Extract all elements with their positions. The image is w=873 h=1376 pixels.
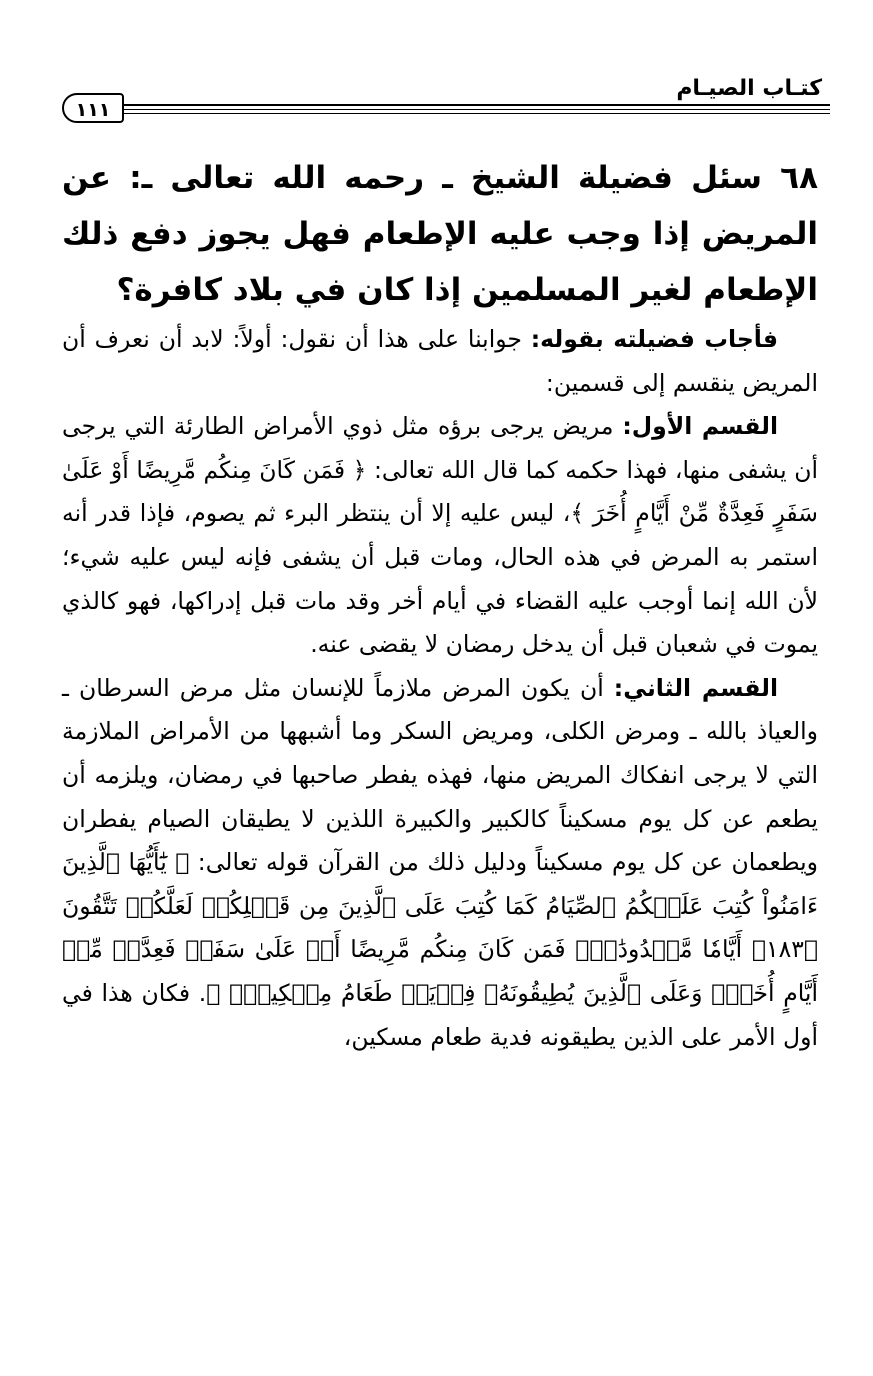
section-one-text-continued: ، ليس عليه إلا أن ينتظر البرء ثم يصوم، فإذا قدر أنه استمر به المرض في هذه الحال، ومات قبل أن يشفى فإنه ليس عليه شيء؛ لأن الله إنما أوجب عليه القضاء في أيام أخر وقد مات قبل إدراكها، فهو كالذي يموت في شعبان قبل أن يدخل رمضان لا يقضى عنه. xyxy=(62,499,818,659)
page-body xyxy=(62,150,818,1059)
page-header xyxy=(62,72,830,128)
page-number: ١١١ xyxy=(62,93,124,123)
section-one-paragraph xyxy=(62,405,818,667)
section-two-text-continued: . فكان هذا في أول الأمر على الذين يطيقونه فدية طعام مسكين، xyxy=(62,978,818,1051)
question-heading: ٦٨ سئل فضيلة الشيخ ـ رحمه الله تعالى ـ: عن المريض إذا وجب عليه الإطعام فهل يجوز دفع ذلك الإطعام لغير المسلمين إذا كان في بلاد كافرة؟ xyxy=(62,160,818,308)
header-rule xyxy=(122,109,830,110)
answer-lead: فأجاب فضيلته بقوله: xyxy=(530,325,778,353)
section-two-paragraph xyxy=(62,667,818,1059)
section-two-text: أن يكون المرض ملازماً للإنسان مثل مرض السرطان ـ والعياذ بالله ـ ومرض الكلى، ومريض السكر وما أشبهها من الأمراض الملازمة التي لا يرجى انفكاك المريض منها، فهذه يفطر صاحبها في رمضان، ويلزمه أن يطعم عن كل يوم مسكيناً كالكبير والكبيرة اللذين لا يطيقان الصيام يفطران ويطعمان عن كل يوم مسكيناً ودليل ذلك من القرآن قوله تعالى: xyxy=(62,673,819,877)
header-rule xyxy=(122,104,830,106)
header-rule xyxy=(122,113,830,114)
chapter-title: كتـاب الصيـام xyxy=(676,76,822,101)
answer-text: جوابنا على هذا أن نقول: أولاً: لابد أن نعرف أن المريض ينقسم إلى قسمين: xyxy=(62,325,818,397)
quran-quote: ﴿ يَٰٓأَيُّهَا ٱلَّذِينَ ءَامَنُواْ كُتِبَ عَلَيۡكُمُ ٱلصِّيَامُ كَمَا كُتِبَ عَلَى ٱلَّذِينَ مِن قَبۡلِكُمۡ لَعَلَّكُمۡ تَتَّقُونَ ﴿١٨٣﴾ أَيَّامٗا مَّعۡدُودَٰتٖۚ فَمَن كَانَ مِنكُم مَّرِيضًا أَوۡ عَلَىٰ سَفَرٖ فَعِدَّةٞ مِّنۡ أَيَّامٍ أُخَرَۚ وَعَلَى ٱلَّذِينَ يُطِيقُونَهُۥ فِدۡيَةٞ طَعَامُ مِسۡكِينٖۖ ﴾ xyxy=(62,848,818,1007)
quran-quote: ﴿ فَمَن كَانَ مِنكُم مَّرِيضًا أَوْ عَلَىٰ سَفَرٍ فَعِدَّةٌ مِّنْ أَيَّامٍ أُخَرَ ﴾ xyxy=(62,455,818,528)
section-one-text: مريض يرجى برؤه مثل ذوي الأمراض الطارئة التي يرجى أن يشفى منها، فهذا حكمه كما قال الله تعالى: xyxy=(62,412,819,484)
answer-paragraph xyxy=(62,318,818,405)
section-one-lead: القسم الأول: xyxy=(622,412,779,441)
section-two-lead: القسم الثاني: xyxy=(613,673,778,702)
